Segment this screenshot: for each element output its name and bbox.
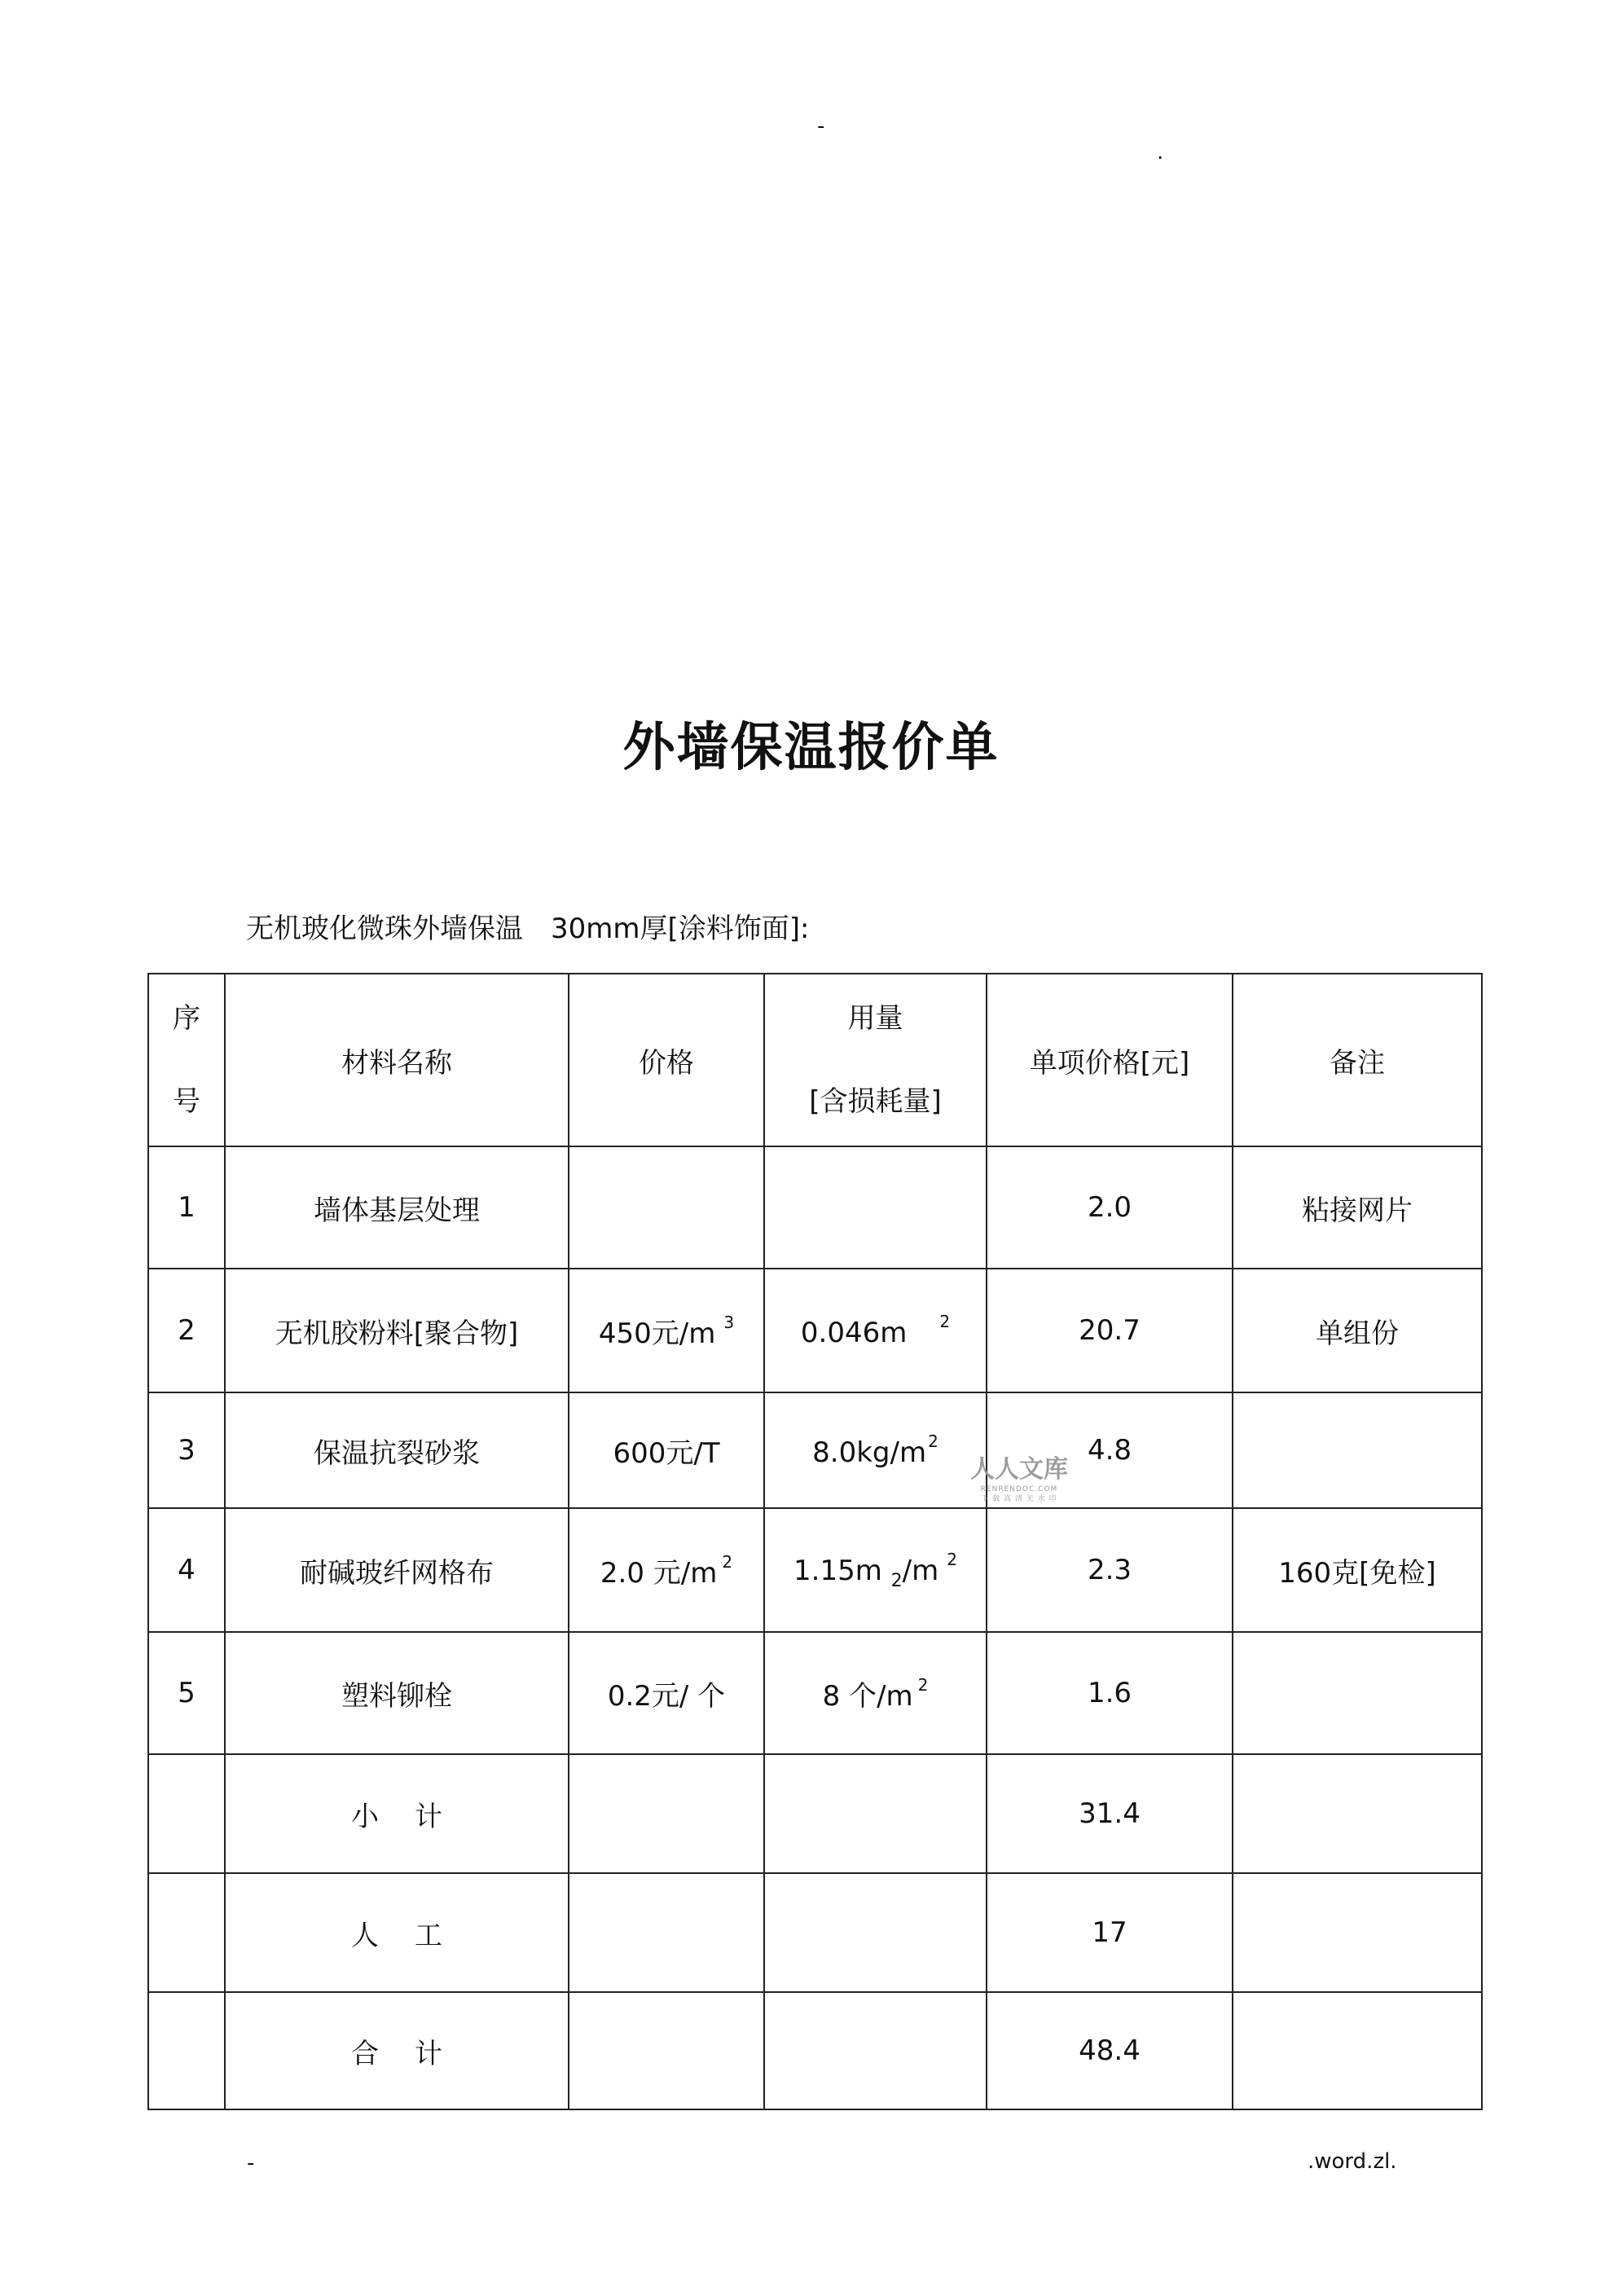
table-row (148, 1632, 1482, 1754)
cell-item-price: 1.6 (987, 1632, 1233, 1754)
price-superscript: 2 (722, 1551, 733, 1572)
header-name: 材料名称 (225, 974, 569, 1146)
cell-name: 保温抗裂砂浆 (225, 1392, 569, 1508)
footer-left: - (247, 2151, 255, 2175)
cell-item-price: 2.0 (987, 1146, 1233, 1269)
subtitle: 无机玻化微珠外墙保温 30mm厚[涂料饰面]: (246, 913, 810, 945)
cell-usage (764, 1392, 987, 1508)
summary-row-subtotal (148, 1754, 1482, 1873)
usage-superscript: 2 (917, 1674, 929, 1695)
usage-superscript: 2 (947, 1549, 957, 1569)
cell-remark (1233, 1992, 1482, 2109)
cell-item-price: 2.3 (987, 1508, 1233, 1632)
cell-remark (1233, 1873, 1482, 1992)
usage-text: 0.046m (800, 1317, 908, 1349)
watermark-line1: 人人文库 (970, 1455, 1068, 1484)
watermark-line2: RENRENDOC.COM (980, 1485, 1058, 1493)
footer-right: .word.zl. (1308, 2149, 1397, 2174)
summary-row-total (148, 1992, 1482, 2109)
label-a: 人 (351, 1919, 379, 1952)
cell-name: 无机胶粉料[聚合物] (225, 1269, 569, 1392)
usage-superscript: 2 (939, 1312, 951, 1331)
usage-tail: /m (902, 1554, 939, 1587)
cell-remark (1233, 1392, 1482, 1508)
label-a: 合 (351, 2037, 379, 2070)
table-row (148, 1508, 1482, 1632)
table-row (148, 1392, 1482, 1508)
cell-remark (1233, 1754, 1482, 1873)
cell-item-price: 17 (987, 1873, 1233, 1992)
cell-name: 塑料铆栓 (225, 1632, 569, 1754)
header-dot: . (1157, 140, 1164, 165)
cell-name: 耐碱玻纤网格布 (225, 1508, 569, 1632)
price-text: 450元/m (598, 1317, 716, 1350)
cell-remark: 160克[免检] (1233, 1508, 1482, 1632)
cell-label (225, 1873, 569, 1992)
usage-text: 8.0kg/m (812, 1436, 927, 1469)
cell-seq (148, 1754, 225, 1873)
cell-item-price: 48.4 (987, 1992, 1233, 2109)
header-usage-line1: 用量 (847, 1002, 903, 1035)
label-b: 工 (415, 1919, 442, 1952)
header-dash: - (817, 114, 825, 139)
price-superscript: 3 (723, 1312, 735, 1332)
label-b: 计 (415, 2037, 442, 2070)
cell-seq: 2 (148, 1269, 225, 1392)
cell-remark (1233, 1632, 1482, 1754)
cell-price (569, 1992, 764, 2109)
cell-usage (764, 1992, 987, 2109)
cell-remark: 粘接网片 (1233, 1146, 1482, 1269)
cell-seq (148, 1992, 225, 2109)
quote-table (147, 973, 1483, 2110)
label-a: 小 (351, 1800, 379, 1833)
cell-seq: 4 (148, 1508, 225, 1632)
header-usage-line2: [含损耗量] (809, 1085, 942, 1118)
cell-price (569, 1392, 764, 1508)
cell-label (225, 1992, 569, 2109)
header-usage (764, 974, 987, 1146)
cell-name: 墙体基层处理 (225, 1146, 569, 1269)
table-header-row (148, 974, 1482, 1146)
cell-seq: 5 (148, 1632, 225, 1754)
cell-seq: 1 (148, 1146, 225, 1269)
usage-subscript: 2 (890, 1570, 903, 1591)
cell-usage (764, 1269, 987, 1392)
cell-price (569, 1269, 764, 1392)
cell-price (569, 1754, 764, 1873)
watermark-line3: 下 载 高 清 无 水 印 (981, 1495, 1057, 1503)
label-b: 计 (415, 1800, 442, 1833)
price-text: 2.0 元/m (600, 1556, 718, 1590)
cell-item-price: 4.8 (987, 1392, 1233, 1508)
usage-superscript: 2 (928, 1432, 938, 1451)
cell-item-price: 31.4 (987, 1754, 1233, 1873)
header-item-price: 单项价格[元] (987, 974, 1233, 1146)
cell-remark: 单组份 (1233, 1269, 1482, 1392)
table-row (148, 1146, 1482, 1269)
cell-usage (764, 1146, 987, 1269)
cell-price (569, 1632, 764, 1754)
page-title: 外墙保温报价单 (622, 718, 1000, 778)
price-text: 600元/T (613, 1436, 720, 1470)
header-seq (148, 974, 225, 1146)
watermark (966, 1449, 1072, 1504)
cell-usage (764, 1873, 987, 1992)
cell-item-price: 20.7 (987, 1269, 1233, 1392)
header-seq-line1: 序 (173, 1002, 200, 1035)
cell-seq (148, 1873, 225, 1992)
usage-text: 8 个/m (822, 1679, 913, 1713)
header-remark: 备注 (1233, 974, 1482, 1146)
header-seq-line2: 号 (173, 1085, 200, 1118)
summary-row-labor (148, 1873, 1482, 1992)
price-text: 0.2元/ 个 (607, 1679, 726, 1713)
cell-price (569, 1873, 764, 1992)
cell-usage (764, 1632, 987, 1754)
table-row (148, 1269, 1482, 1392)
usage-text: 1.15m (793, 1554, 891, 1587)
cell-label (225, 1754, 569, 1873)
cell-seq: 3 (148, 1392, 225, 1508)
header-price: 价格 (569, 974, 764, 1146)
cell-price (569, 1508, 764, 1632)
cell-price (569, 1146, 764, 1269)
cell-usage (764, 1508, 987, 1632)
cell-usage (764, 1754, 987, 1873)
